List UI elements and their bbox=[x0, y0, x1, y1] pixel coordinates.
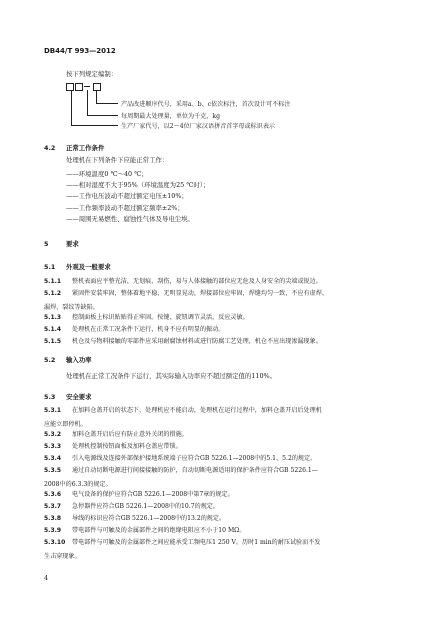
section-4-2-heading: 4.2 正常工作条件 bbox=[44, 144, 105, 152]
condition-item: ——工作电压波动不超过额定电压±10%； bbox=[66, 192, 188, 200]
code-label-manufacturer: 生产厂家代号，以2～4位厂家汉语拼音首字母或标识表示 bbox=[121, 123, 276, 130]
clause-5-3-7: 5.3.7 急停器件应符合GB 5226.1—2008中的10.7的规定。 bbox=[44, 503, 219, 510]
code-dash bbox=[84, 86, 90, 87]
condition-item: ——环境温度0 ℃～40 ℃； bbox=[66, 170, 148, 178]
clause-5-3-10-cont: 生击穿现象。 bbox=[44, 553, 81, 560]
clause-5-3-3: 5.3.3 处理机控制按钮面板及加料仓盖应带锁。 bbox=[44, 443, 182, 450]
clause-5-3-5: 5.3.5 通过自动切断电源进行间接接触的防护，自动切断电源适用的保护条件应符合GB 5226.1— bbox=[44, 467, 318, 474]
clause-5-1-3: 5.1.3 控制面板上标识贴贴得正牢固。按键、旋钮调节灵活，反应灵敏。 bbox=[44, 314, 249, 321]
code-box-2 bbox=[75, 83, 83, 91]
clause-5-3-5-cont: 2008中的6.3.3的规定。 bbox=[44, 481, 112, 488]
condition-item: ——周围无易燃性、腐蚀性气体及导电尘埃。 bbox=[66, 215, 194, 223]
section-5-2-heading: 5.2 输入功率 bbox=[44, 356, 92, 364]
clause-5-3-4: 5.3.4 引入电源线及连接外部保护接地系统端子应符合GB 5226.1—2008中的5.1、5.2的规定。 bbox=[44, 455, 317, 462]
code-box-1 bbox=[66, 83, 74, 91]
code-label-capacity: 每周期最大处理量，单位为千克，kg bbox=[121, 113, 220, 120]
condition-item: ——工作频率波动不超过额定频率±2%； bbox=[66, 204, 184, 212]
section-4-2-intro: 处理机在下列条件下应能正常工作： bbox=[66, 156, 169, 164]
clause-5-3-2: 5.3.2 加料仓盖开启后应有防止意外关闭的措施。 bbox=[44, 431, 188, 438]
document-header: DB44/T 993—2012 bbox=[44, 47, 116, 55]
clause-5-1-2: 5.1.2 紧固件安装牢固，整体着地平稳，无明显晃动，焊接部位应牢固，焊缝均匀一致，不应有虚焊、 bbox=[44, 290, 328, 297]
clause-5-3-10: 5.3.10 带电部件与可触及的金属部件之间应能承受工频电压1 250 V，历时1 min的耐压试验而不发 bbox=[44, 539, 321, 546]
condition-item: ——相对湿度不大于95%（环境温度为25 ℃时）； bbox=[66, 181, 210, 189]
code-structure-diagram bbox=[66, 83, 366, 143]
clause-5-3-1-cont: 应能立即停机。 bbox=[44, 421, 87, 428]
section-5-heading: 5 要求 bbox=[44, 240, 79, 248]
clause-5-3-9: 5.3.9 带电部件与可触及的金属部件之间的绝缘电阻应不小于10 MΩ。 bbox=[44, 527, 246, 534]
code-label-improvement: 产品改进顺序代号，采用a、b、c依次标注，首次设计可不标注 bbox=[121, 101, 291, 108]
clause-5-1-2-cont: 漏焊、裂纹等缺陷。 bbox=[44, 304, 99, 311]
clause-5-3-8: 5.3.8 导线的标识应符合GB 5226.1—2008中的13.2的规定。 bbox=[44, 515, 226, 522]
clause-5-1-1: 5.1.1 整机表面应平整光洁，无划痕、刮伤，易与人体接触的部位应无危及人身安全的尖端或锐边。 bbox=[44, 278, 322, 285]
section-5-2-text: 处理机在正常工况条件下运行，其实际输入功率应不超过额定值的110%。 bbox=[66, 372, 276, 380]
intro-text: 按下列规定编制： bbox=[66, 70, 118, 78]
page-number: 4 bbox=[44, 574, 49, 582]
section-5-3-heading: 5.3 安全要求 bbox=[44, 393, 92, 401]
section-5-1-heading: 5.1 外观及一般要求 bbox=[44, 263, 111, 271]
clause-5-1-5: 5.1.5 机仓及与物料接触的零部件应采用耐腐蚀材料或进行防腐工艺处理，机仓不应出现渗漏现象。 bbox=[44, 338, 322, 345]
clause-5-1-4: 5.1.4 处理机在正常工况条件下运行，机身不应有明显的振动。 bbox=[44, 326, 225, 333]
clause-5-3-6: 5.3.6 电气设备的保护应符合GB 5226.1—2008中第7章的规定。 bbox=[44, 491, 234, 498]
code-box-3 bbox=[93, 83, 101, 91]
clause-5-3-1: 5.3.1 在加料仓盖开启的状态下，处理机应不能启动，处理机在运行过程中，加料仓盖开启后处理机 bbox=[44, 407, 322, 414]
